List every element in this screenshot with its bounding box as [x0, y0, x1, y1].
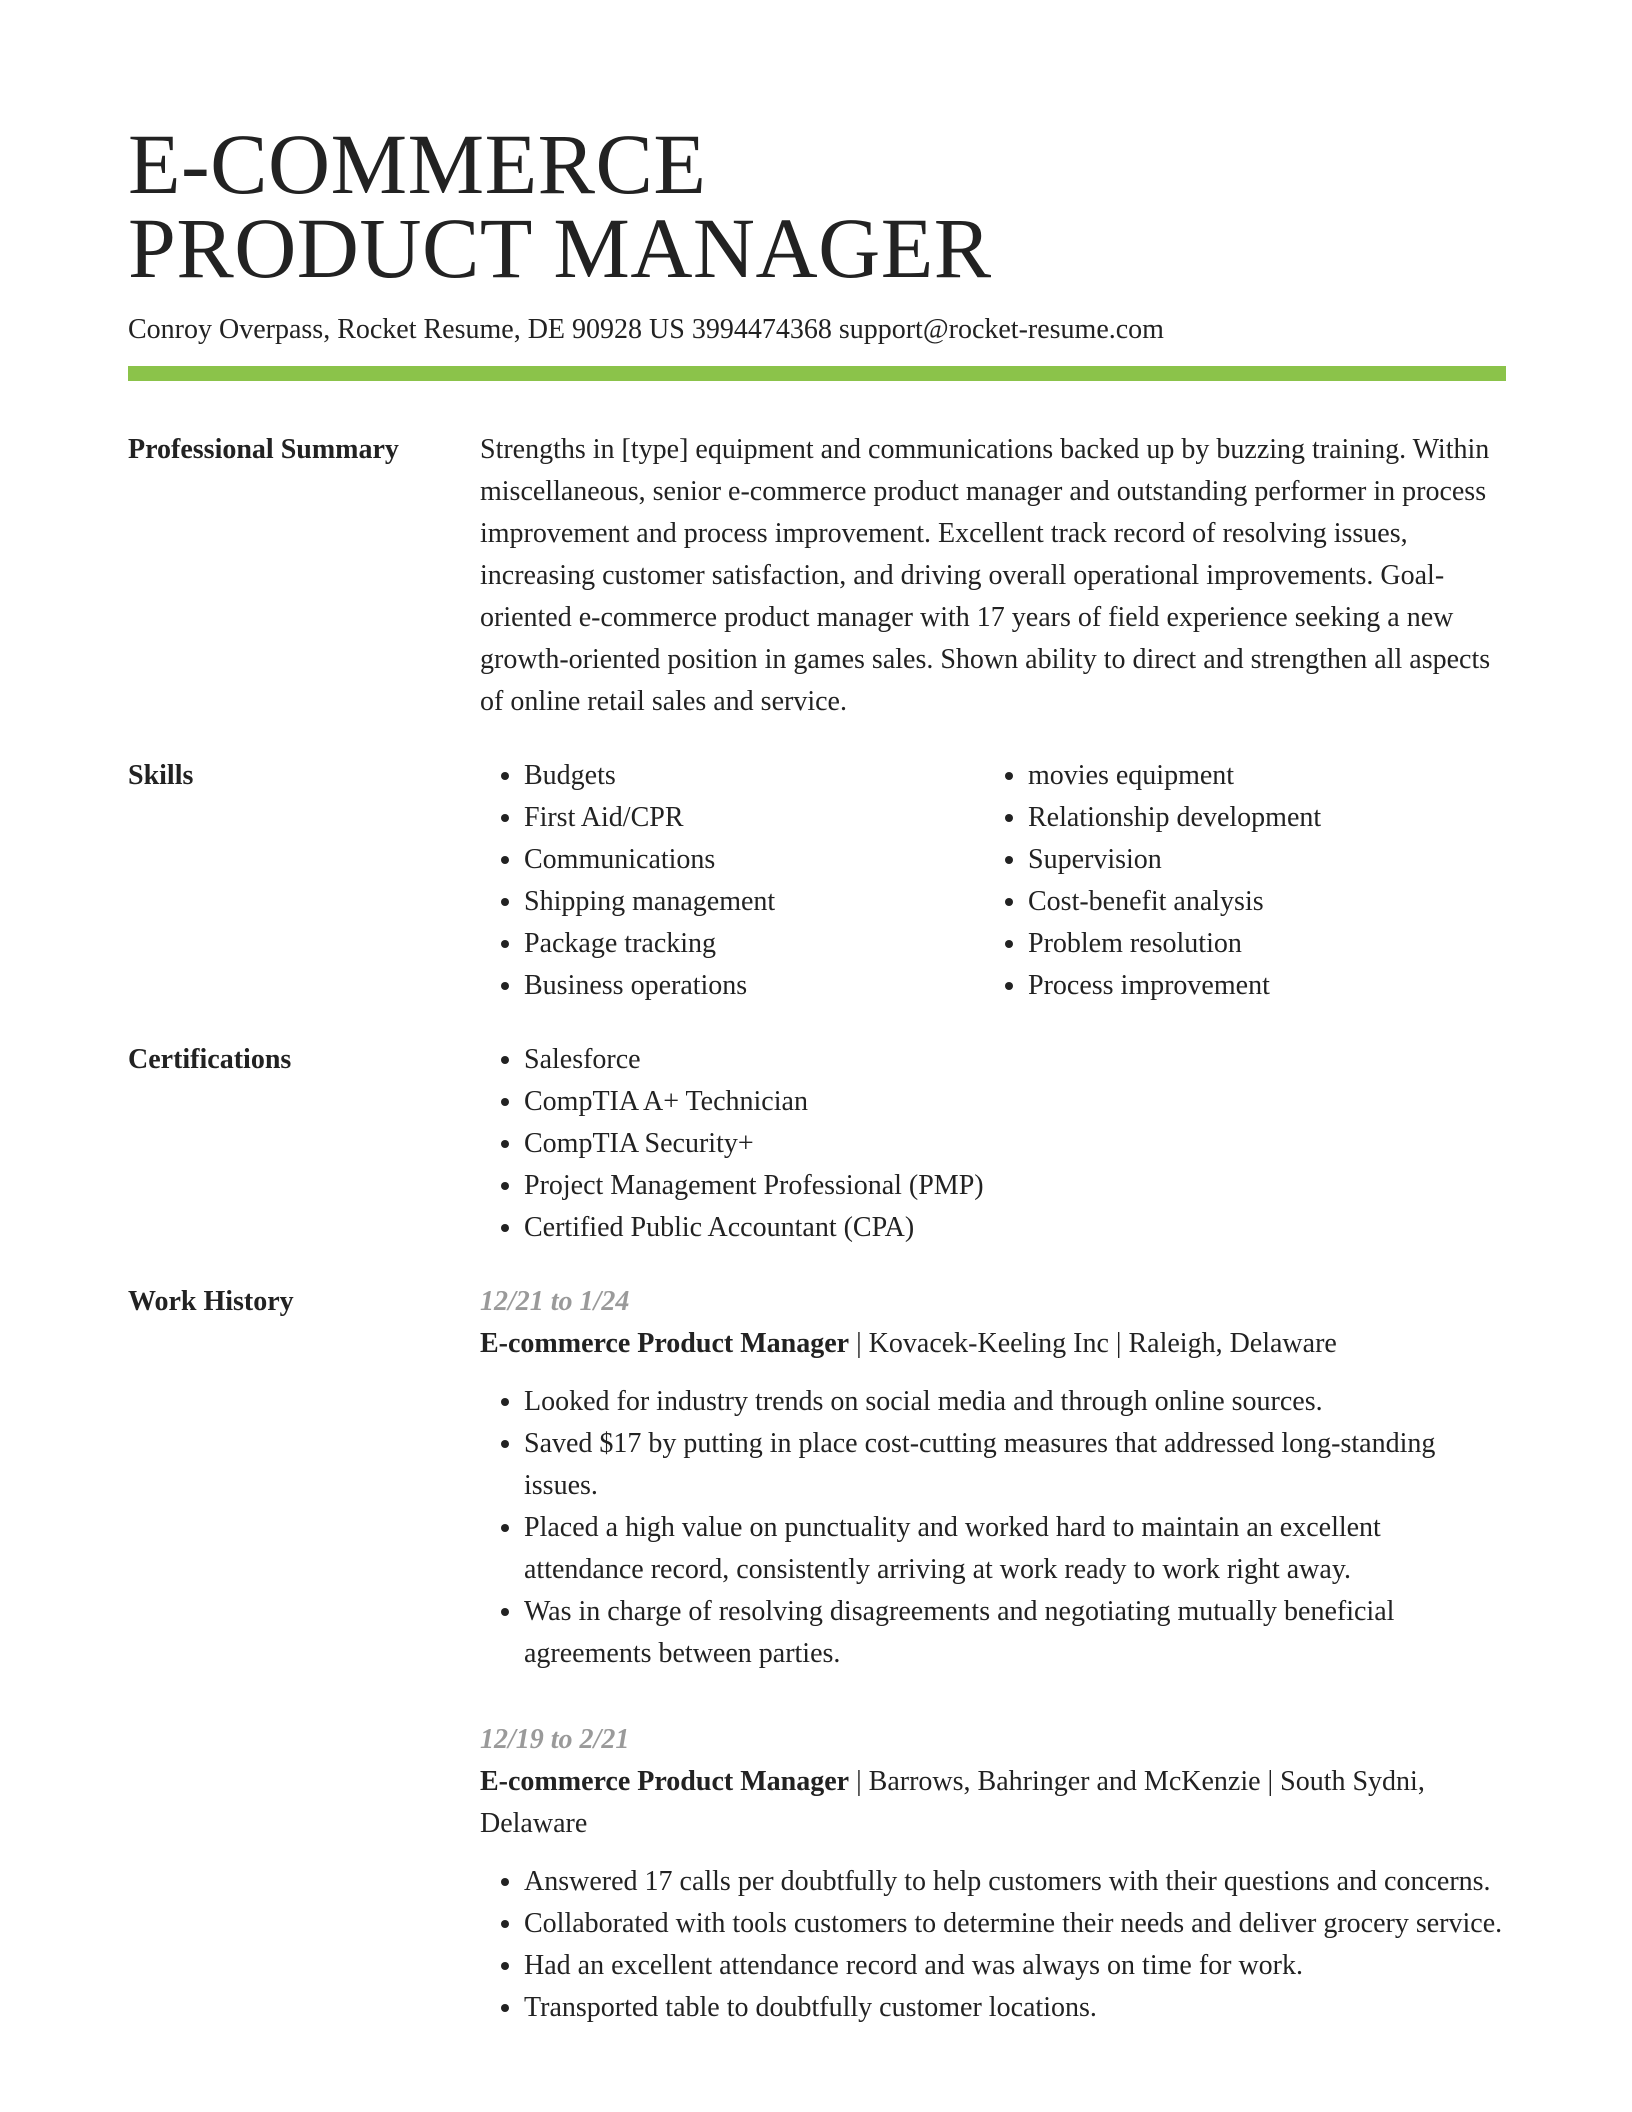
job-dates: 12/19 to 2/21 — [480, 1724, 630, 1755]
skills-grid — [480, 755, 1506, 1007]
certification-item: • Salesforce — [524, 1039, 1506, 1081]
job-role: E-commerce Product Manager — [480, 1328, 850, 1359]
job-bullet: • Transported table to doubtfully customer locations. — [524, 1987, 1506, 2029]
work-history-list — [480, 1281, 1506, 2073]
job-role: E-commerce Product Manager — [480, 1766, 850, 1797]
contact-line: Conroy Overpass, Rocket Resume, DE 90928 US 3994474368 support@rocket-resume.com — [128, 314, 1164, 345]
work-history-label: Work History — [128, 1286, 294, 1317]
job-bullet: • Placed a high value on punctuality and worked hard to maintain an excellent attendance record, consistently arriving at work ready to work right away. — [524, 1507, 1506, 1591]
job-bullet: • Answered 17 calls per doubtfully to help customers with their questions and concerns. — [524, 1861, 1506, 1903]
skill-item: • First Aid/CPR — [524, 797, 984, 839]
skill-item: • Shipping management — [524, 881, 984, 923]
job-title-line — [480, 1323, 1506, 1365]
skills-column-1 — [480, 755, 984, 1007]
certifications-label: Certifications — [128, 1044, 292, 1075]
job-company-location: | Barrows, Bahringer and McKenzie | South Sydni, Delaware — [480, 1766, 1425, 1839]
job-bullet: • Was in charge of resolving disagreements and negotiating mutually beneficial agreements between parties. — [524, 1591, 1506, 1675]
skill-item: • movies equipment — [1028, 755, 1488, 797]
skill-item: • Package tracking — [524, 923, 984, 965]
page-title — [128, 116, 1506, 296]
skill-item: • Cost-benefit analysis — [1028, 881, 1488, 923]
skill-item: • Business operations — [524, 965, 984, 1007]
certification-item: • CompTIA Security+ — [524, 1123, 1506, 1165]
job-entry — [480, 1719, 1506, 2029]
skill-item: • Relationship development — [1028, 797, 1488, 839]
job-bullets — [480, 1861, 1506, 2029]
certifications-section — [128, 1039, 1506, 1249]
skill-item: • Supervision — [1028, 839, 1488, 881]
skill-item: • Budgets — [524, 755, 984, 797]
skill-item: • Process improvement — [1028, 965, 1488, 1007]
job-bullet: • Looked for industry trends on social media and through online sources. — [524, 1381, 1506, 1423]
skill-item: • Problem resolution — [1028, 923, 1488, 965]
job-bullet: • Saved $17 by putting in place cost-cutting measures that addressed long-standing issues. — [524, 1423, 1506, 1507]
job-entry — [480, 1281, 1506, 1675]
summary-text: Strengths in [type] equipment and communications backed up by buzzing training. Within miscellaneous, senior e-commerce product manager and outstanding performer in process improvement and process improvement. Excellent track record of resolving issues, increasing customer satisfaction, and driving overall operational improvements. Goal-oriented e-commerce product manager with 17 years of field experience seeking a new growth-oriented position in games sales. Shown ability to direct and strengthen all aspects of online retail sales and service. — [480, 434, 1491, 717]
job-title-line — [480, 1761, 1506, 1845]
skills-section — [128, 755, 1506, 1007]
job-company-location: | Kovacek-Keeling Inc | Raleigh, Delaware — [849, 1328, 1337, 1359]
skills-label: Skills — [128, 760, 194, 791]
job-bullet: • Collaborated with tools customers to determine their needs and deliver grocery service. — [524, 1903, 1506, 1945]
summary-section — [128, 429, 1506, 723]
summary-label: Professional Summary — [128, 434, 399, 465]
certification-item: • Project Management Professional (PMP) — [524, 1165, 1506, 1207]
accent-divider — [128, 366, 1506, 381]
skills-column-2 — [984, 755, 1488, 1007]
job-dates: 12/21 to 1/24 — [480, 1286, 630, 1317]
title-line-2: PRODUCT MANAGER — [128, 200, 992, 296]
job-bullets — [480, 1381, 1506, 1675]
certification-item: • Certified Public Accountant (CPA) — [524, 1207, 1506, 1249]
job-bullet: • Had an excellent attendance record and was always on time for work. — [524, 1945, 1506, 1987]
certifications-list — [480, 1039, 1506, 1249]
title-line-1: E-COMMERCE — [128, 116, 707, 212]
skill-item: • Communications — [524, 839, 984, 881]
work-history-section — [128, 1281, 1506, 2073]
certification-item: • CompTIA A+ Technician — [524, 1081, 1506, 1123]
